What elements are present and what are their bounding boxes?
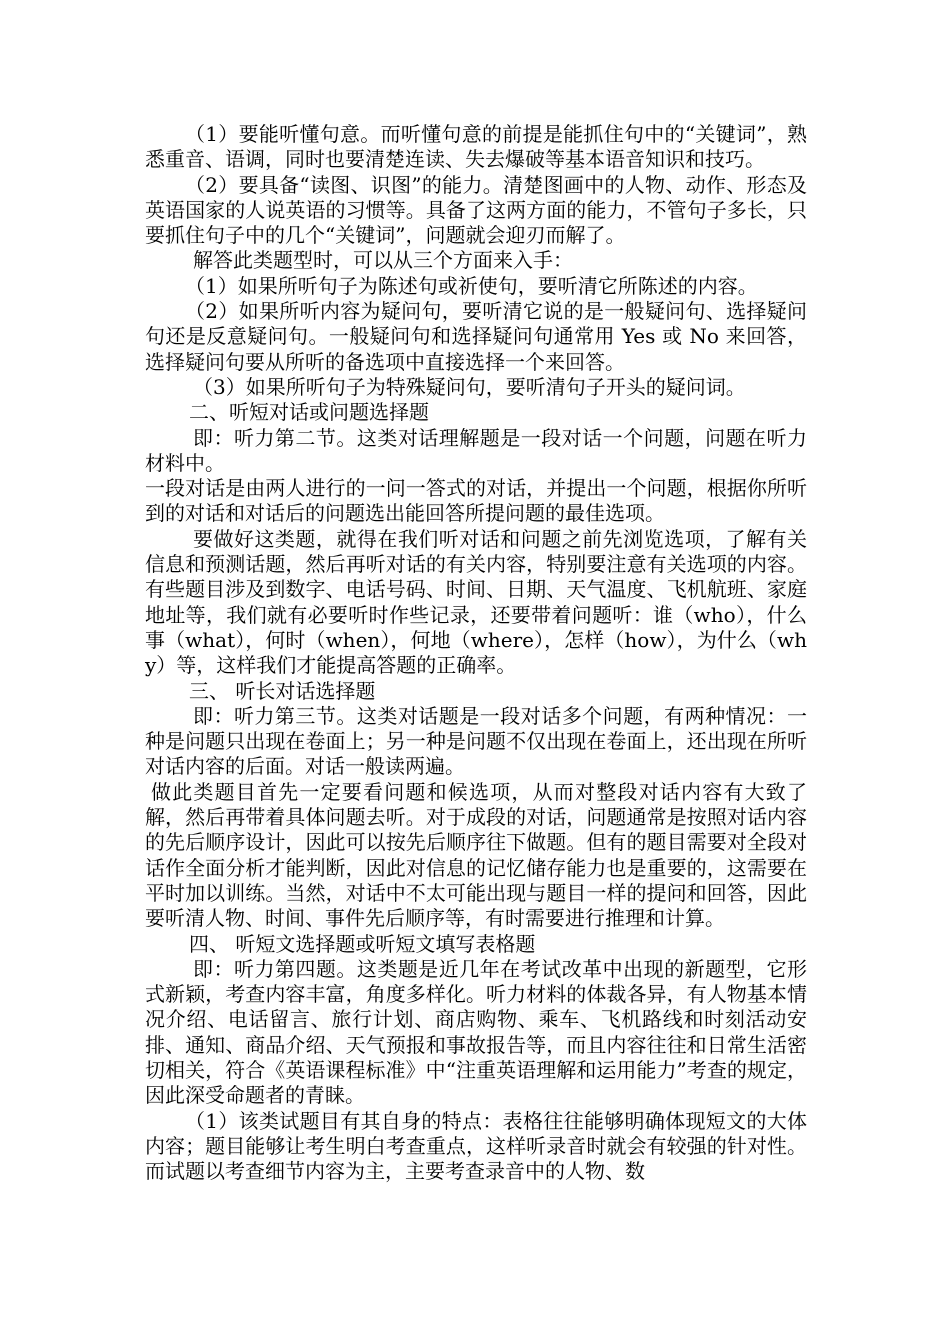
paragraph-approach-intro: 解答此类题型时，可以从三个方面来入手： xyxy=(193,248,573,273)
paragraph-section-3-intro: 即：听力第三节。这类对话题是一段对话多个问题，有两种情况：一种是问题只出现在卷面上；另一种是问题不仅出现在卷面上，还出现在所听对话内容的后面。对话一般读两遍。 xyxy=(145,703,807,779)
paragraph-point-1: （1）要能听懂句意。而听懂句意的前提是能抓住句中的“关键词”，熟悉重音、语调，同时也要清楚连读、失去爆破等基本语音知识和技巧。 xyxy=(145,122,807,172)
paragraph-approach-2: （2）如果所听内容为疑问句，要听清它说的是一般疑问句、选择疑问句还是反意疑问句。一般疑问句和选择疑问句通常用 Yes 或 No 来回答，选择疑问句要从所听的备选项中直接选择一个来回答。 xyxy=(145,299,807,374)
section-heading-4: 四、 听短文选择题或听短文填写表格题 xyxy=(189,931,536,956)
paragraph-approach-1: （1）如果所听句子为陈述句或祈使句，要听清它所陈述的内容。 xyxy=(185,273,758,298)
document-body xyxy=(145,122,807,1184)
paragraph-section-2-intro: 即：听力第二节。这类对话理解题是一段对话一个问题，问题在听力材料中。 xyxy=(145,425,807,475)
paragraph-section-3-tips: 做此类题目首先一定要看问题和候选项，从而对整段对话内容有大致了解，然后再带着具体问题去听。对于成段的对话，问题通常是按照对话内容的先后顺序设计，因此可以按先后顺序往下做题。但有的题目需要对全段对话作全面分析才能判断，因此对信息的记忆储存能力也是重要的，这需要在平时加以训练。当然，对话中不太可能出现与题目一样的提问和回答，因此要听清人物、时间、事件先后顺序等，有时需要进行推理和计算。 xyxy=(145,779,807,931)
paragraph-section-2-tips: 要做好这类题，就得在我们听对话和问题之前先浏览选项，了解有关信息和预测话题，然后再听对话的有关内容，特别要注意有关选项的内容。有些题目涉及到数字、电话号码、时间、日期、天气温度、飞机航班、家庭地址等，我们就有必要听时作些记录，还要带着问题听：谁（who），什么事（what），何时（when），何地（where），怎样（how），为什么（why）等，这样我们才能提高答题的正确率。 xyxy=(145,526,807,678)
paragraph-point-2: （2）要具备“读图、识图”的能力。清楚图画中的人物、动作、形态及英语国家的人说英语的习惯等。具备了这两方面的能力，不管句子多长，只要抓住句子中的几个“关键词”，问题就会迎刃而解了。 xyxy=(145,172,807,248)
paragraph-section-2-desc: 一段对话是由两人进行的一问一答式的对话，并提出一个问题，根据你所听到的对话和对话后的问题选出能回答所提问题的最佳选项。 xyxy=(145,476,807,526)
paragraph-section-4-point-1: （1）该类试题目有其自身的特点：表格往往能够明确体现短文的大体内容；题目能够让考生明白考查重点，这样听录音时就会有较强的针对性。而试题以考查细节内容为主，主要考查录音中的人物、数 xyxy=(145,1108,807,1184)
paragraph-approach-3: （3）如果所听句子为特殊疑问句，要听清句子开头的疑问词。 xyxy=(193,374,746,399)
section-heading-2: 二、听短对话或问题选择题 xyxy=(189,400,429,425)
paragraph-section-4-intro: 即：听力第四题。这类题是近几年在考试改革中出现的新题型，它形式新颖，考查内容丰富，角度多样化。听力材料的体裁各异，有人物基本情况介绍、电话留言、旅行计划、商店购物、乘车、飞机路线和时刻活动安排、通知、商品介绍、天气预报和事故报告等，而且内容往往和日常生活密切相关，符合《英语课程标准》中“注重英语理解和运用能力”考查的规定，因此深受命题者的青睐。 xyxy=(145,956,807,1108)
section-heading-3: 三、 听长对话选择题 xyxy=(189,678,376,703)
